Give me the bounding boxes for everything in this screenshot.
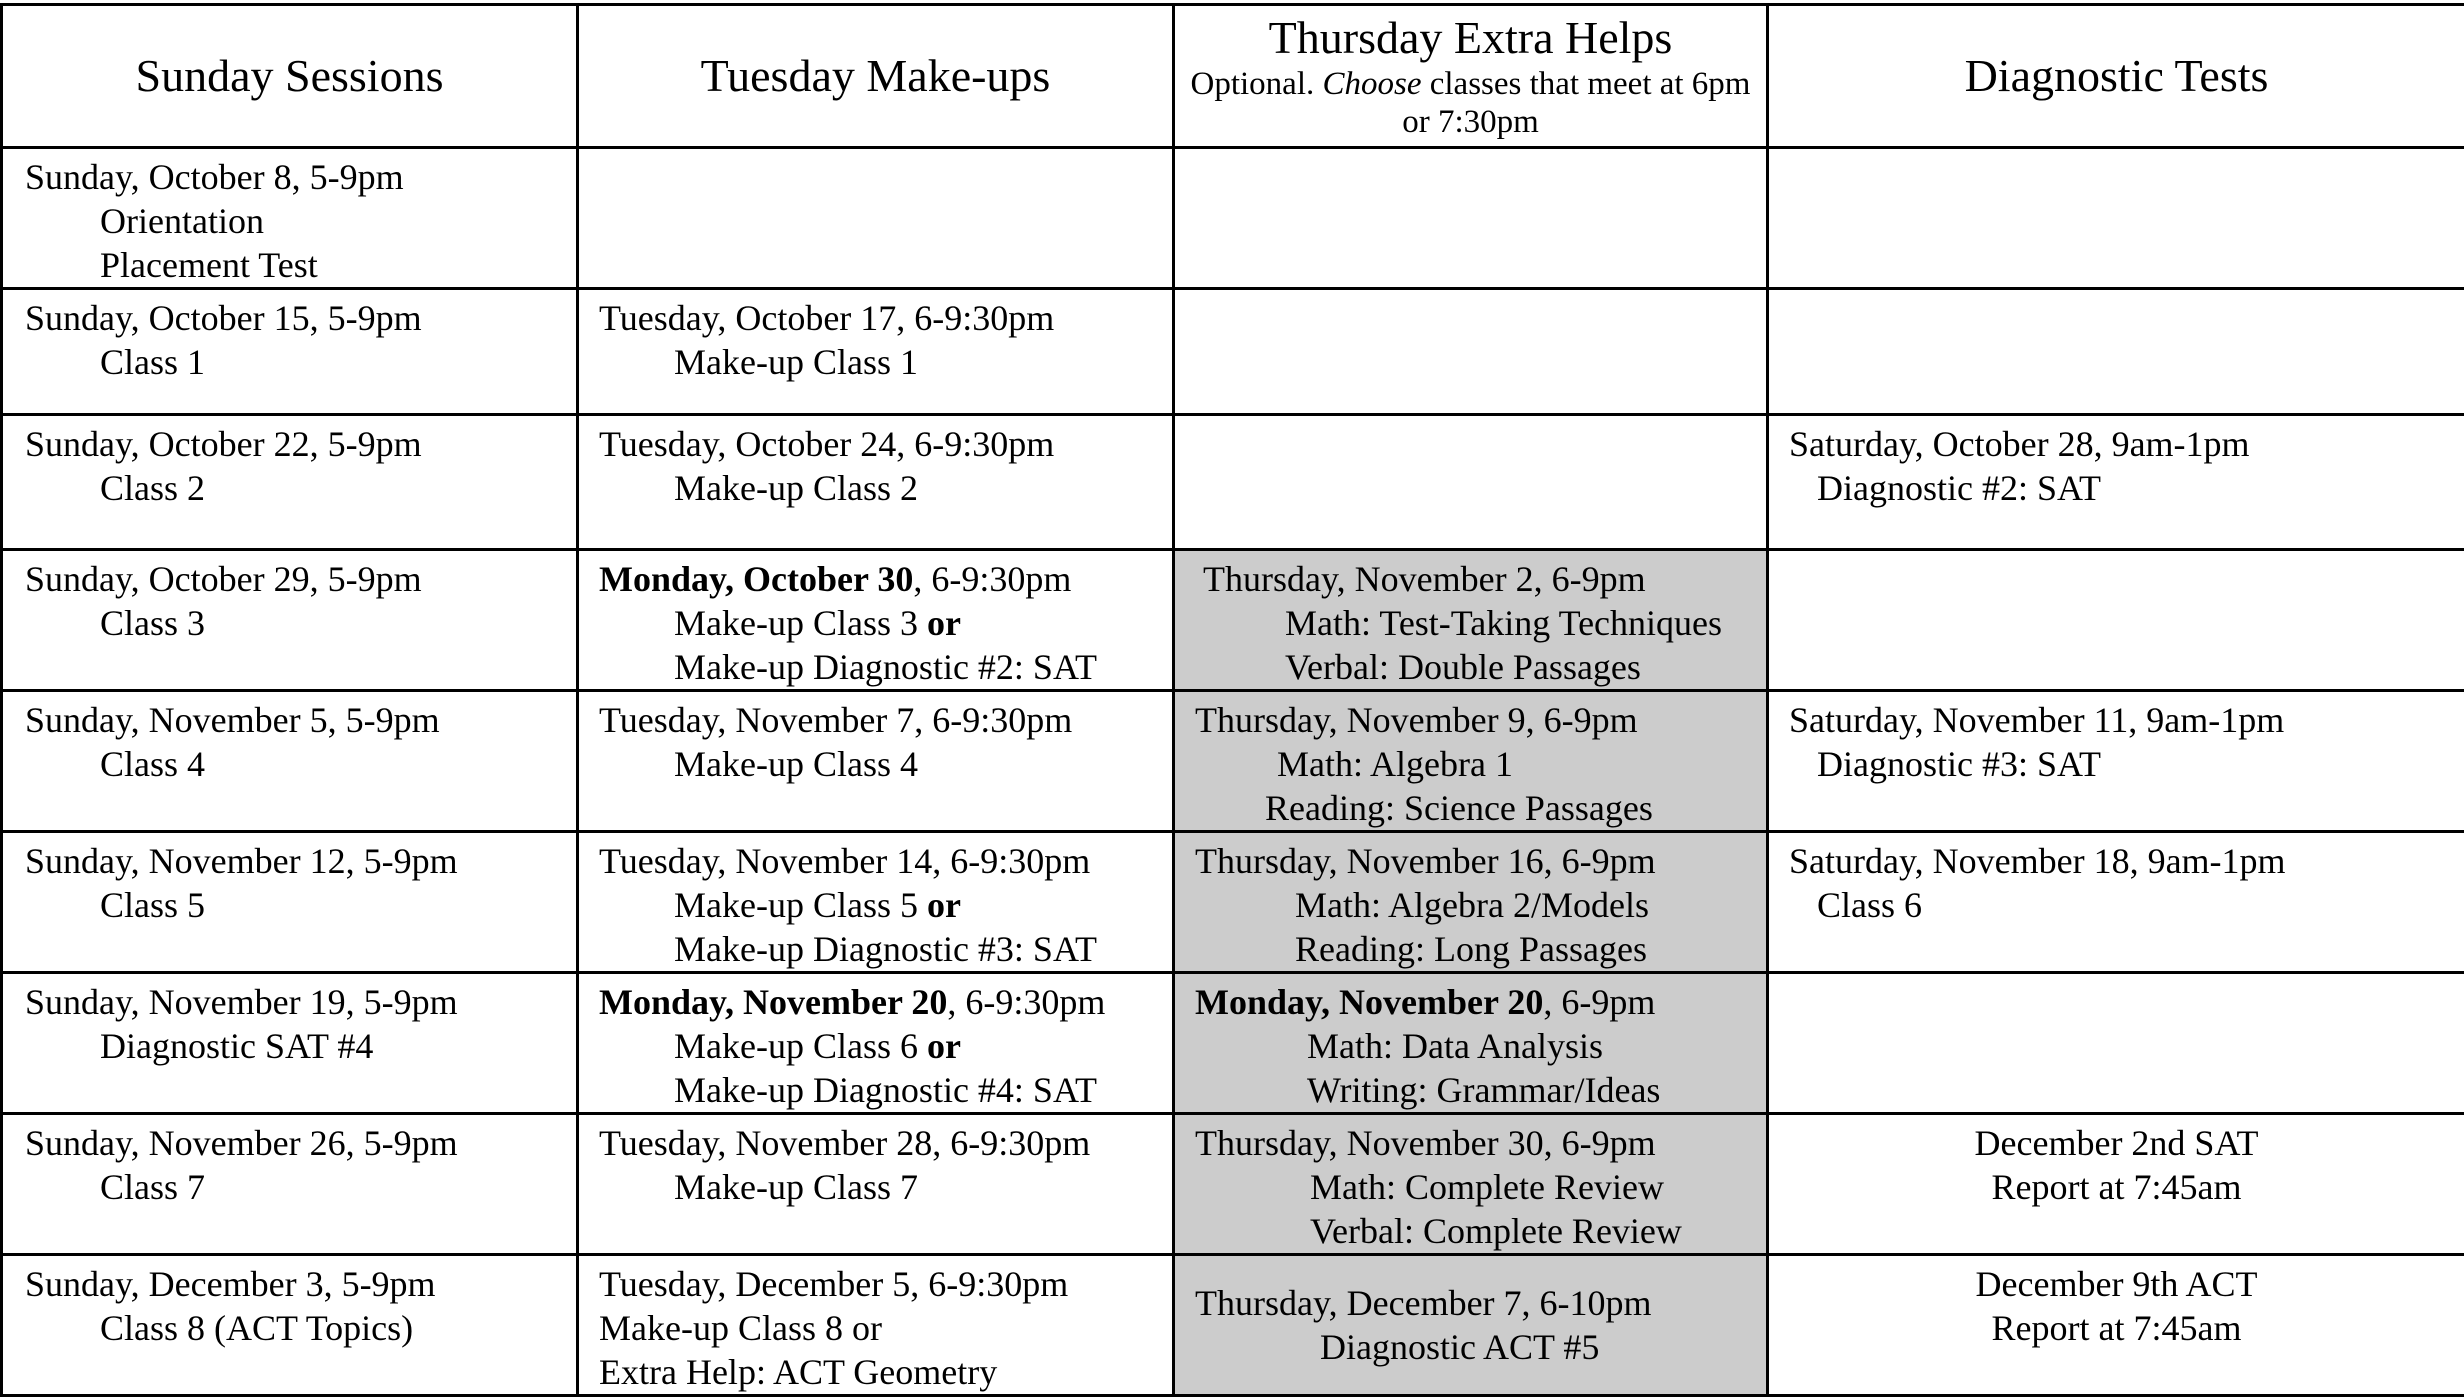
- session-line: Class 3: [25, 601, 576, 645]
- makeup-line-or: or: [927, 885, 961, 925]
- makeup-date: Tuesday, November 7, 6-9:30pm: [599, 698, 1172, 742]
- header-thursday: [1174, 5, 1768, 148]
- tuesday-cell: [578, 148, 1174, 289]
- header-thursday-title: Thursday Extra Helps: [1175, 11, 1766, 65]
- session-line: Orientation: [25, 199, 576, 243]
- session-line: Diagnostic SAT #4: [25, 1024, 576, 1068]
- tuesday-cell: [578, 550, 1174, 691]
- subtitle-part-b: classes that meet at 6pm or 7:30pm: [1402, 66, 1750, 140]
- table-row: [2, 973, 2464, 1114]
- makeup-line: [599, 601, 1172, 645]
- makeup-date: [599, 557, 1172, 601]
- extra-help-line: Reading: Science Passages: [1195, 786, 1766, 830]
- makeup-line: Extra Help: ACT Geometry: [599, 1350, 1172, 1394]
- diagnostic-cell: [1768, 148, 2464, 289]
- makeup-line: [599, 883, 1172, 927]
- extra-help-date: Thursday, November 2, 6-9pm: [1203, 557, 1766, 601]
- makeup-date-bold: Monday, November 20: [599, 982, 947, 1022]
- makeup-line: Make-up Diagnostic #2: SAT: [599, 645, 1172, 689]
- table-row: [2, 1255, 2464, 1396]
- makeup-line: Make-up Diagnostic #3: SAT: [599, 927, 1172, 971]
- thursday-cell: [1174, 691, 1768, 832]
- sunday-cell: [2, 550, 578, 691]
- extra-help-date: Thursday, November 9, 6-9pm: [1195, 698, 1766, 742]
- report-time-label: Report at 7:45am: [1769, 1165, 2464, 1209]
- makeup-line: Make-up Class 1: [599, 340, 1172, 384]
- header-row: [2, 5, 2464, 148]
- session-line: Placement Test: [25, 243, 576, 287]
- sunday-cell: [2, 832, 578, 973]
- makeup-date: Tuesday, November 14, 6-9:30pm: [599, 839, 1172, 883]
- tuesday-cell: [578, 691, 1174, 832]
- session-date: Sunday, November 12, 5-9pm: [25, 839, 576, 883]
- makeup-date-rest: , 6-9:30pm: [913, 559, 1071, 599]
- table-row: [2, 1114, 2464, 1255]
- diagnostic-cell: [1768, 832, 2464, 973]
- sunday-cell: [2, 148, 578, 289]
- diagnostic-cell: [1768, 550, 2464, 691]
- makeup-line: Make-up Class 8 or: [599, 1306, 1172, 1350]
- makeup-line-or: or: [927, 603, 961, 643]
- diagnostic-line: Class 6: [1789, 883, 2464, 927]
- diagnostic-cell: [1768, 1255, 2464, 1396]
- extra-help-line: Verbal: Double Passages: [1203, 645, 1766, 689]
- table-row: [2, 550, 2464, 691]
- session-date: Sunday, October 15, 5-9pm: [25, 296, 576, 340]
- extra-help-date: Thursday, November 30, 6-9pm: [1195, 1121, 1766, 1165]
- session-date: Sunday, November 5, 5-9pm: [25, 698, 576, 742]
- thursday-cell: [1174, 973, 1768, 1114]
- test-date-label: December 2nd SAT: [1769, 1121, 2464, 1165]
- sunday-cell: [2, 973, 578, 1114]
- diagnostic-cell: [1768, 289, 2464, 415]
- makeup-line: [599, 1024, 1172, 1068]
- extra-help-line: Math: Test-Taking Techniques: [1203, 601, 1766, 645]
- table-row: [2, 691, 2464, 832]
- diagnostic-cell: [1768, 1114, 2464, 1255]
- diagnostic-cell: [1768, 973, 2464, 1114]
- thursday-cell: [1174, 289, 1768, 415]
- session-date: Sunday, October 8, 5-9pm: [25, 155, 576, 199]
- tuesday-cell: [578, 415, 1174, 550]
- extra-help-date: Thursday, November 16, 6-9pm: [1195, 839, 1766, 883]
- extra-help-date-bold: Monday, November 20: [1195, 982, 1543, 1022]
- makeup-date-rest: , 6-9:30pm: [947, 982, 1105, 1022]
- diagnostic-date: Saturday, November 18, 9am-1pm: [1789, 839, 2464, 883]
- table-row: [2, 148, 2464, 289]
- sunday-cell: [2, 1255, 578, 1396]
- table-row: [2, 289, 2464, 415]
- makeup-line: Make-up Class 2: [599, 466, 1172, 510]
- extra-help-line: Writing: Grammar/Ideas: [1195, 1068, 1766, 1112]
- session-line: Class 8 (ACT Topics): [25, 1306, 576, 1350]
- tuesday-cell: [578, 1255, 1174, 1396]
- tuesday-cell: [578, 973, 1174, 1114]
- diagnostic-line: Diagnostic #2: SAT: [1789, 466, 2464, 510]
- extra-help-line: Reading: Long Passages: [1195, 927, 1766, 971]
- makeup-date: [599, 980, 1172, 1024]
- session-line: Class 5: [25, 883, 576, 927]
- session-line: Class 2: [25, 466, 576, 510]
- subtitle-emphasis: Choose: [1322, 66, 1421, 102]
- tuesday-cell: [578, 832, 1174, 973]
- makeup-date: Tuesday, October 17, 6-9:30pm: [599, 296, 1172, 340]
- header-thursday-subtitle: [1175, 65, 1766, 141]
- schedule-table: [0, 3, 2464, 1397]
- thursday-cell: [1174, 1114, 1768, 1255]
- extra-help-line: Verbal: Complete Review: [1195, 1209, 1766, 1253]
- session-line: Class 7: [25, 1165, 576, 1209]
- makeup-line: Make-up Class 4: [599, 742, 1172, 786]
- makeup-line-or: or: [927, 1026, 961, 1066]
- tuesday-cell: [578, 289, 1174, 415]
- header-tuesday: Tuesday Make-ups: [578, 5, 1174, 148]
- diagnostic-line: Diagnostic #3: SAT: [1789, 742, 2464, 786]
- thursday-cell: [1174, 148, 1768, 289]
- diagnostic-cell: [1768, 415, 2464, 550]
- makeup-date: Tuesday, November 28, 6-9:30pm: [599, 1121, 1172, 1165]
- header-sunday: Sunday Sessions: [2, 5, 578, 148]
- diagnostic-cell: [1768, 691, 2464, 832]
- thursday-cell: [1174, 832, 1768, 973]
- extra-help-line: Math: Complete Review: [1195, 1165, 1766, 1209]
- subtitle-part-a: Optional.: [1191, 66, 1323, 102]
- extra-help-line: Math: Data Analysis: [1195, 1024, 1766, 1068]
- makeup-line: Make-up Diagnostic #4: SAT: [599, 1068, 1172, 1112]
- sunday-cell: [2, 289, 578, 415]
- makeup-line: Make-up Class 7: [599, 1165, 1172, 1209]
- extra-help-line: Diagnostic ACT #5: [1195, 1325, 1766, 1369]
- sunday-cell: [2, 1114, 578, 1255]
- makeup-date-bold: Monday, October 30: [599, 559, 913, 599]
- makeup-line-text: Make-up Class 6: [674, 1026, 927, 1066]
- sunday-cell: [2, 415, 578, 550]
- session-line: Class 1: [25, 340, 576, 384]
- extra-help-line: Math: Algebra 1: [1195, 742, 1766, 786]
- session-date: Sunday, November 26, 5-9pm: [25, 1121, 576, 1165]
- session-date: Sunday, October 29, 5-9pm: [25, 557, 576, 601]
- extra-help-date-rest: , 6-9pm: [1543, 982, 1655, 1022]
- report-time-label: Report at 7:45am: [1769, 1306, 2464, 1350]
- table-row: [2, 415, 2464, 550]
- session-date: Sunday, November 19, 5-9pm: [25, 980, 576, 1024]
- diagnostic-date: Saturday, November 11, 9am-1pm: [1789, 698, 2464, 742]
- makeup-line-text: Make-up Class 5: [674, 885, 927, 925]
- diagnostic-date: Saturday, October 28, 9am-1pm: [1789, 422, 2464, 466]
- session-date: Sunday, December 3, 5-9pm: [25, 1262, 576, 1306]
- thursday-cell: [1174, 1255, 1768, 1396]
- tuesday-cell: [578, 1114, 1174, 1255]
- test-date-label: December 9th ACT: [1769, 1262, 2464, 1306]
- extra-help-date: Thursday, December 7, 6-10pm: [1195, 1281, 1766, 1325]
- makeup-date: Tuesday, October 24, 6-9:30pm: [599, 422, 1172, 466]
- header-diagnostic: Diagnostic Tests: [1768, 5, 2464, 148]
- thursday-cell: [1174, 415, 1768, 550]
- table-row: [2, 832, 2464, 973]
- extra-help-date: [1195, 980, 1766, 1024]
- thursday-cell: [1174, 550, 1768, 691]
- sunday-cell: [2, 691, 578, 832]
- makeup-line-text: Make-up Class 3: [674, 603, 927, 643]
- makeup-date: Tuesday, December 5, 6-9:30pm: [599, 1262, 1172, 1306]
- extra-help-line: Math: Algebra 2/Models: [1195, 883, 1766, 927]
- session-line: Class 4: [25, 742, 576, 786]
- session-date: Sunday, October 22, 5-9pm: [25, 422, 576, 466]
